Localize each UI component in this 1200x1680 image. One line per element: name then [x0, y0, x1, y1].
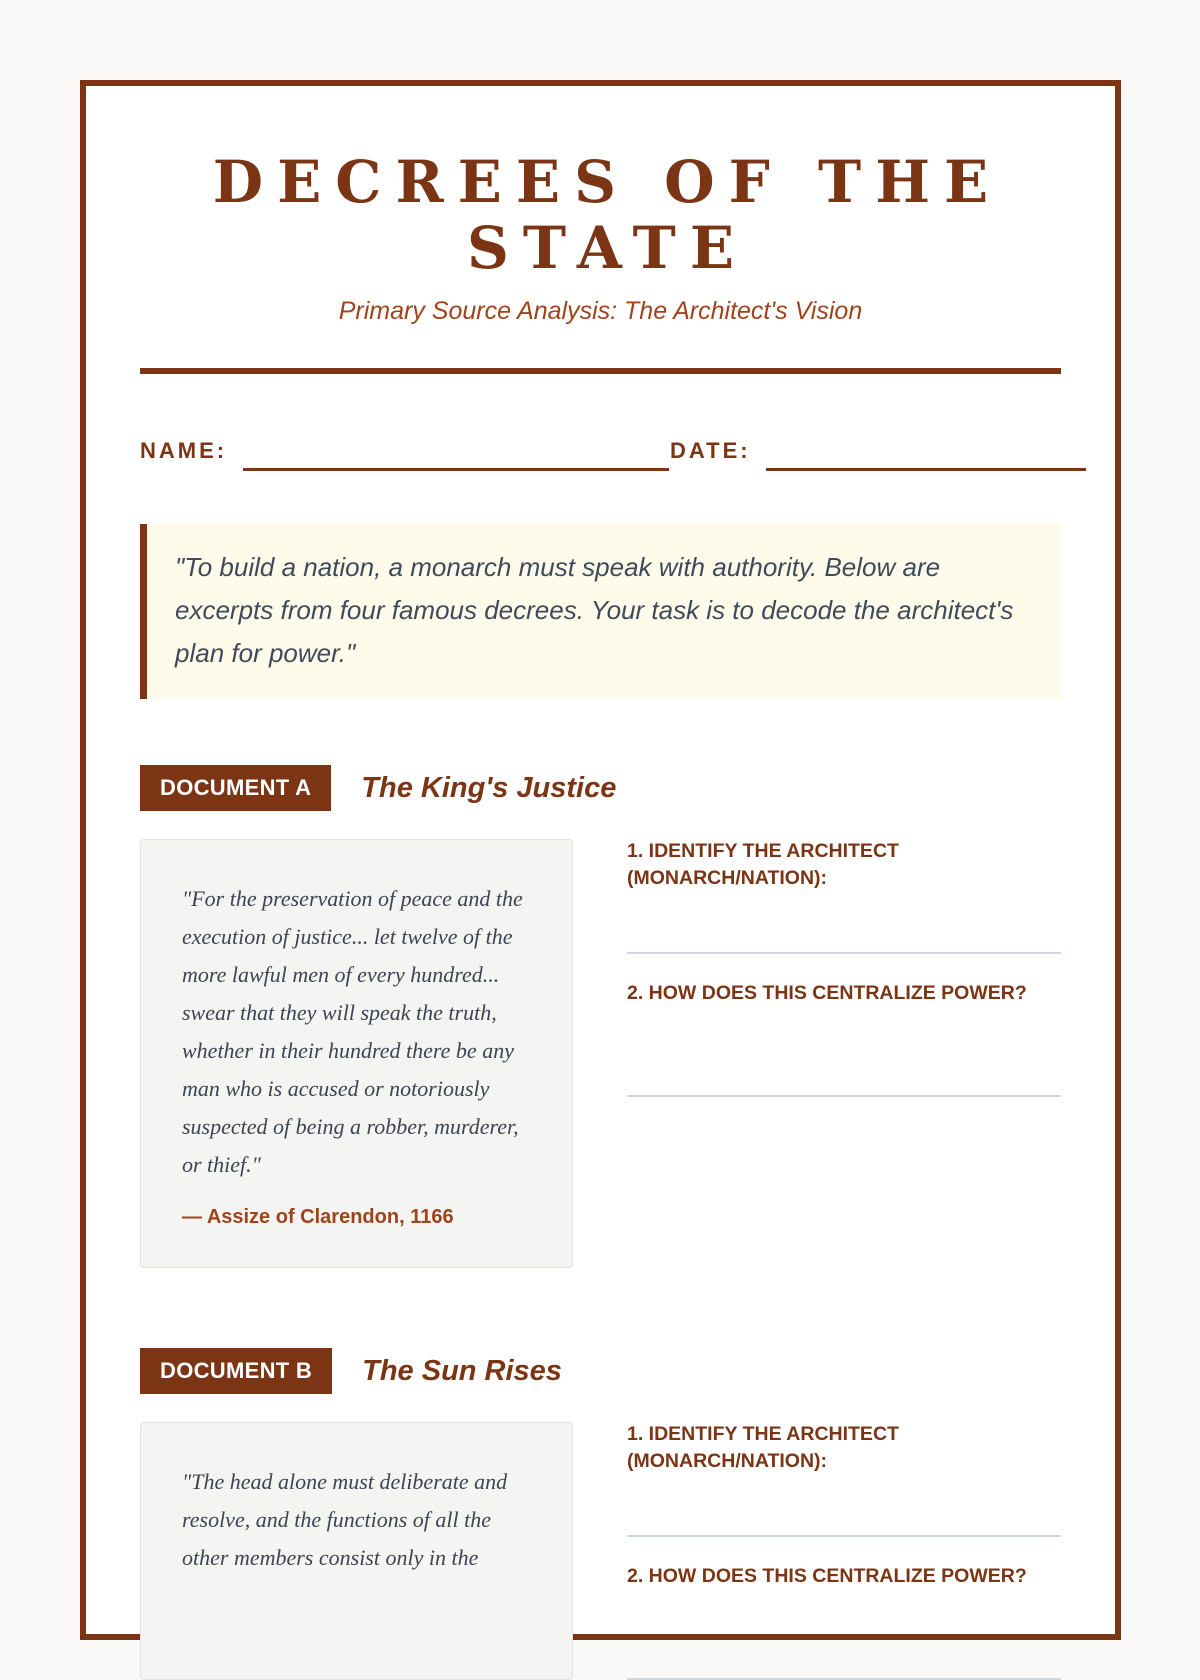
answer-line[interactable] — [627, 1590, 1061, 1680]
document-title: The Sun Rises — [362, 1354, 562, 1387]
analysis-questions — [627, 839, 1061, 1268]
analysis-questions — [627, 1422, 1061, 1680]
source-citation: — Assize of Clarendon, 1166 — [182, 1206, 454, 1228]
intro-quote-box: "To build a nation, a monarch must speak with authority. Below are excerpts from four famous decrees. Your task is to decode the architect's plan for power." — [140, 524, 1061, 699]
document-body — [140, 1422, 1061, 1680]
page-subtitle: Primary Source Analysis: The Architect's Vision — [338, 297, 863, 325]
document-header — [140, 1348, 1061, 1394]
worksheet-content — [140, 86, 1061, 1680]
date-field-line[interactable] — [766, 468, 1086, 471]
answer-line[interactable] — [627, 1475, 1061, 1537]
source-excerpt-box — [140, 1422, 573, 1680]
answer-line[interactable] — [627, 892, 1061, 954]
document-section — [140, 765, 1061, 1268]
answer-line[interactable] — [627, 1007, 1061, 1097]
document-badge: DOCUMENT A — [140, 765, 331, 811]
document-section — [140, 1348, 1061, 1680]
document-header — [140, 765, 1061, 811]
question-centralize-power: 2. HOW DOES THIS CENTRALIZE POWER? — [627, 1565, 1027, 1587]
document-title: The King's Justice — [361, 771, 617, 804]
question-identify-architect: 1. IDENTIFY THE ARCHITECT (MONARCH/NATION): — [627, 1423, 899, 1472]
question-identify-architect: 1. IDENTIFY THE ARCHITECT (MONARCH/NATION): — [627, 840, 899, 889]
source-quote: "The head alone must deliberate and resolve, and the functions of all the other members consist only in the — [182, 1469, 508, 1570]
document-badge: DOCUMENT B — [140, 1348, 332, 1394]
title-divider — [140, 368, 1061, 374]
page-title: DECREES OF THE STATE — [212, 148, 1003, 282]
name-field-line[interactable] — [243, 468, 669, 471]
source-quote: "For the preservation of peace and the execution of justice... let twelve of the more lawful men of every hundred... swear that they will speak the truth, whether in their hundred there be any man who is accused or notoriously suspected of being a robber, murderer, or thief." — [182, 886, 523, 1177]
worksheet-page — [80, 80, 1121, 1640]
student-info-row — [140, 430, 1061, 470]
source-excerpt-box — [140, 839, 573, 1268]
date-label: DATE: — [670, 438, 751, 463]
question-centralize-power: 2. HOW DOES THIS CENTRALIZE POWER? — [627, 982, 1027, 1004]
document-body — [140, 839, 1061, 1268]
name-label: NAME: — [140, 438, 228, 463]
